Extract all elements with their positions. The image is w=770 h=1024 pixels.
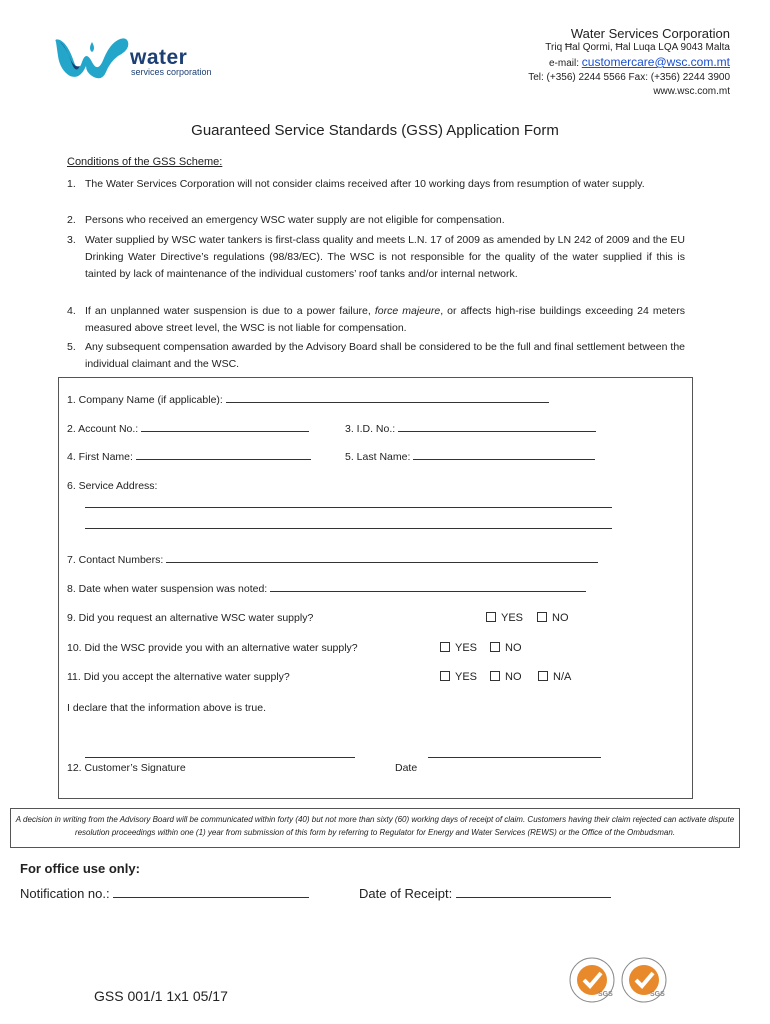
q9-yes-checkbox[interactable]: YES: [486, 612, 523, 624]
checkbox-icon: [490, 671, 500, 681]
notification-no-input[interactable]: [113, 886, 309, 898]
sgs-seal-2: [620, 956, 668, 1009]
signature-label: 12. Customer’s Signature: [67, 762, 186, 774]
company-address: Triq Ħal Qormi, Ħal Luqa LQA 9043 Malta: [545, 42, 730, 53]
date-noted-input[interactable]: [270, 582, 586, 592]
q11-no-checkbox[interactable]: NO: [490, 671, 522, 683]
q9-label: 9. Did you request an alternative WSC water supply?: [67, 612, 314, 624]
contact-numbers-field[interactable]: 7. Contact Numbers:: [67, 553, 598, 566]
q10-label: 10. Did the WSC provide you with an alternative water supply?: [67, 642, 358, 654]
condition-item: 1. The Water Services Corporation will not consider claims received after 10 working days from resumption of water supply.: [67, 178, 645, 190]
logo-subtitle: services corporation: [131, 67, 212, 77]
q9-no-checkbox[interactable]: NO: [537, 612, 569, 624]
last-name-input[interactable]: [413, 450, 595, 460]
logo-word: water: [130, 46, 188, 69]
last-name-field[interactable]: 5. Last Name:: [345, 450, 595, 463]
date-of-receipt-field[interactable]: Date of Receipt:: [359, 886, 611, 901]
company-name-input[interactable]: [226, 393, 549, 403]
sgs-seal-1: [568, 956, 616, 1009]
condition-item: 5. Any subsequent compensation awarded by the Advisory Board shall be considered to be the full and final settlement between the individual claimant and the WSC.: [67, 341, 685, 370]
date-label: Date: [395, 762, 418, 774]
company-name: Water Services Corporation: [570, 26, 730, 41]
company-name-field[interactable]: 1. Company Name (if applicable):: [67, 393, 549, 406]
checkbox-icon: [537, 612, 547, 622]
date-of-receipt-input[interactable]: [456, 886, 611, 898]
account-no-field[interactable]: 2. Account No.:: [67, 422, 309, 435]
email-line: [549, 55, 730, 69]
condition-item: 2. Persons who received an emergency WSC water supply are not eligible for compensation.: [67, 214, 505, 226]
advisory-notice: A decision in writing from the Advisory Board will be communicated within forty (40) but not more than sixty (60) working days of receipt of claim. Customers having their claim rejected can activate dispute resolution proceedings within one (1) year from submission of this form by referring to Regulator for Energy and Water Services (REWS) or the Office of the Ombudsman.: [10, 808, 740, 848]
signature-line[interactable]: [85, 757, 355, 758]
date-line[interactable]: [428, 757, 601, 758]
website: www.wsc.com.mt: [653, 86, 730, 97]
contact-numbers-input[interactable]: [166, 553, 598, 563]
checkbox-icon: [440, 671, 450, 681]
q11-na-checkbox[interactable]: N/A: [538, 671, 571, 683]
office-use-heading: For office use only:: [20, 861, 140, 876]
email-link[interactable]: customercare@wsc.com.mt: [581, 55, 730, 69]
phone-fax: Tel: (+356) 2244 5566 Fax: (+356) 2244 3900: [528, 72, 730, 83]
service-address-label: 6. Service Address:: [67, 480, 158, 492]
sgs-label: SGS: [650, 991, 665, 998]
form-code: GSS 001/1 1x1 05/17: [94, 988, 228, 1004]
declaration-text: I declare that the information above is true.: [67, 702, 267, 714]
first-name-input[interactable]: [136, 450, 311, 460]
first-name-field[interactable]: 4. First Name:: [67, 450, 311, 463]
condition-item: 4. If an unplanned water suspension is due to a power failure, force majeure, or affects high-rise buildings exceeding 24 meters measured above street level, the WSC is not liable for compensation.: [67, 305, 685, 334]
service-address-line-1[interactable]: [85, 507, 612, 508]
wsc-logo: [52, 36, 232, 82]
account-no-input[interactable]: [141, 422, 309, 432]
checkbox-icon: [490, 642, 500, 652]
email-label: e-mail:: [548, 58, 579, 69]
notification-no-field[interactable]: Notification no.:: [20, 886, 309, 901]
condition-item: 3. Water supplied by WSC water tankers is first-class quality and meets L.N. 17 of 2009 as amended by LN 242 of 2009 and the EU Drinking Water Directive’s regulations (98/83/EC). The WSC is not responsible for the quality of the water supplied if this is tainted by lack of maintenance of the individual customers’ roof tanks and/or internal network.: [67, 234, 685, 280]
q11-yes-checkbox[interactable]: YES: [440, 671, 477, 683]
checkbox-icon: [486, 612, 496, 622]
service-address-line-2[interactable]: [85, 528, 612, 529]
form-title: Guaranteed Service Standards (GSS) Application Form: [191, 122, 559, 139]
checkbox-icon: [440, 642, 450, 652]
checkbox-icon: [538, 671, 548, 681]
id-no-field[interactable]: 3. I.D. No.:: [345, 422, 596, 435]
q10-no-checkbox[interactable]: NO: [490, 642, 522, 654]
q10-yes-checkbox[interactable]: YES: [440, 642, 477, 654]
date-noted-field[interactable]: 8. Date when water suspension was noted:: [67, 582, 586, 595]
q11-label: 11. Did you accept the alternative water supply?: [67, 671, 290, 683]
id-no-input[interactable]: [398, 422, 596, 432]
conditions-heading: Conditions of the GSS Scheme:: [67, 156, 223, 168]
sgs-label: SGS: [598, 991, 613, 998]
water-drop-w-icon: [52, 36, 132, 82]
